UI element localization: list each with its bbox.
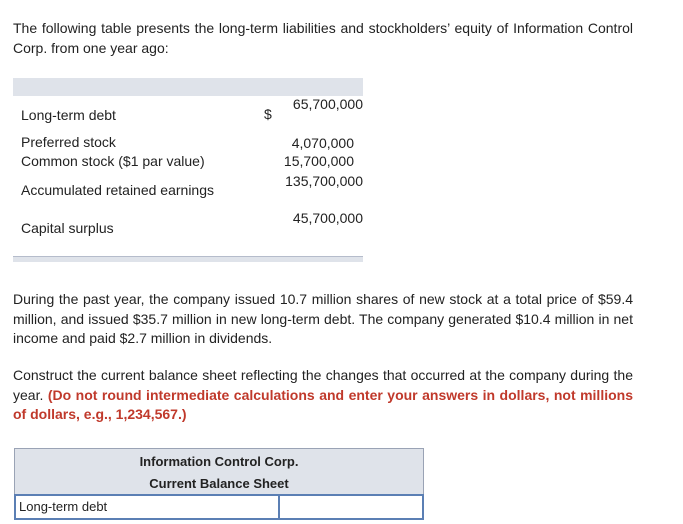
row-value-long-term-debt: 65,700,000 bbox=[292, 96, 363, 112]
balance-sheet-header bbox=[14, 448, 424, 494]
table-footer-band bbox=[13, 256, 363, 262]
row-label-preferred-stock: Preferred stock bbox=[21, 134, 116, 150]
row-value-capital-surplus: 45,700,000 bbox=[292, 210, 363, 226]
balance-sheet-table bbox=[14, 448, 424, 524]
table-row bbox=[14, 494, 424, 520]
row-value-preferred-stock: 4,070,000 bbox=[291, 135, 354, 151]
currency-symbol: $ bbox=[264, 106, 272, 122]
row-label-long-term-debt: Long-term debt bbox=[21, 107, 116, 123]
row-label-capital-surplus: Capital surplus bbox=[21, 220, 114, 236]
row-value-retained-earnings: 135,700,000 bbox=[285, 173, 363, 189]
row-label-common-stock: Common stock ($1 par value) bbox=[21, 153, 205, 169]
company-name: Information Control Corp. bbox=[139, 454, 299, 469]
instructions-text: Construct the current balance sheet reflecting the changes that occurred at the company during the year. bbox=[13, 367, 633, 403]
row-value-common-stock: 15,700,000 bbox=[283, 153, 354, 169]
row-label-retained-earnings: Accumulated retained earnings bbox=[21, 182, 215, 198]
table-header-band bbox=[13, 78, 363, 96]
long-term-debt-value-input[interactable] bbox=[278, 494, 424, 520]
instructions-emphasis: (Do not round intermediate calculations and enter your answers in dollars, not millions of dollars, e.g., 1,234,567.) bbox=[13, 386, 633, 422]
long-term-debt-label-input[interactable]: Long-term debt bbox=[14, 494, 283, 520]
intro-paragraph: The following table presents the long-term liabilities and stockholders’ equity of Information Control Corp. from one year ago: bbox=[13, 20, 633, 56]
instructions-paragraph bbox=[13, 366, 633, 425]
balance-sheet-title: Current Balance Sheet bbox=[149, 476, 289, 491]
story-paragraph: During the past year, the company issued 10.7 million shares of new stock at a total price of $59.4 million, and issued $35.7 million in new long-term debt. The company generated $10.4 million in net income and paid $2.7 million in dividends. bbox=[13, 291, 633, 346]
equity-table bbox=[13, 78, 363, 261]
